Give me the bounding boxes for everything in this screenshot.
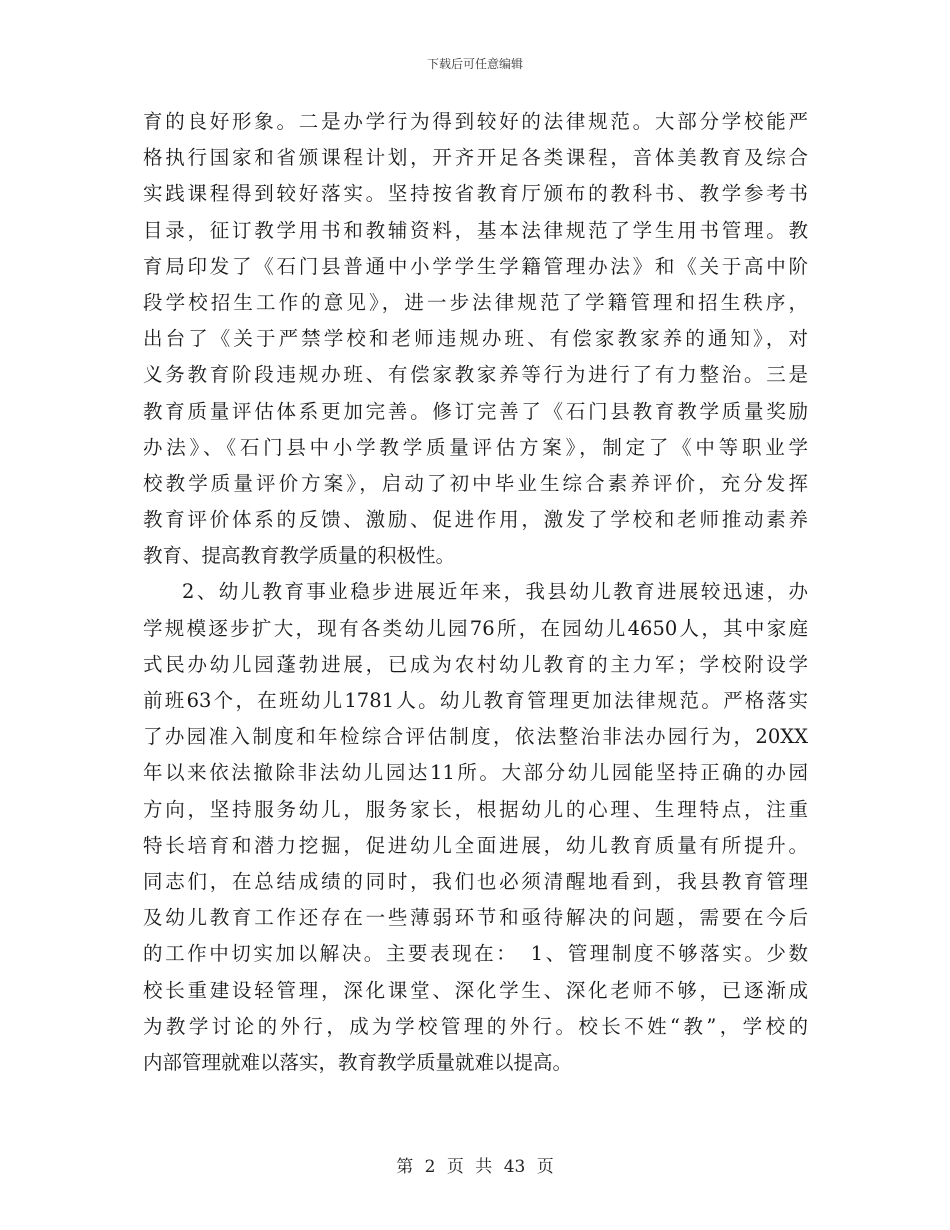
- text-line: 及幼儿教育工作还存在一些薄弱环节和亟待解决的问题，需要在今后: [143, 906, 808, 930]
- text-line: 育的良好形象。二是办学行为得到较好的法律规范。大部分学校能严: [143, 110, 808, 133]
- text-line: 格执行国家和省颁课程计划，开齐开足各类课程，音体美教育及综合: [143, 146, 808, 170]
- text-line: 前班63个，在班幼儿1781人。幼儿教育管理更加法律规范。严格落实: [143, 689, 808, 712]
- document-body: [143, 104, 808, 1081]
- text-line: 教育评价体系的反馈、激励、促进作用，激发了学校和老师推动素养: [143, 508, 808, 532]
- text-line: 义务教育阶段违规办班、有偿家教家养等行为进行了有力整治。三是: [143, 363, 808, 387]
- text-line: 式民办幼儿园蓬勃进展，已成为农村幼儿教育的主力军；学校附设学: [143, 652, 808, 676]
- text-line: 目录，征订教学用书和教辅资料，基本法律规范了学生用书管理。教: [143, 218, 808, 242]
- text-line: 段学校招生工作的意见》，进一步法律规范了学籍管理和招生秩序，: [143, 290, 808, 314]
- text-line: 方向，坚持服务幼儿，服务家长，根据幼儿的心理、生理特点，注重: [143, 797, 808, 821]
- text-line: 出台了《关于严禁学校和老师违规办班、有偿家教家养的通知》，对: [143, 327, 808, 351]
- text-line: 同志们，在总结成绩的同时，我们也必须清醒地看到，我县教育管理: [143, 869, 808, 893]
- text-line: 内部管理就难以落实，教育教学质量就难以提高。: [143, 1050, 573, 1074]
- text-line: 教育质量评估体系更加完善。修订完善了《石门县教育教学质量奖励: [143, 399, 808, 423]
- text-line: 校教学质量评价方案》，启动了初中毕业生综合素养评价，充分发挥: [143, 471, 808, 495]
- text-line: 了办园准入制度和年检综合评估制度，依法整治非法办园行为，20XX: [143, 725, 808, 749]
- text-line: 的工作中切实加以解决。主要表现在： 1、管理制度不够落实。少数: [143, 942, 808, 966]
- text-line: 教育、提高教育教学质量的积极性。: [143, 544, 456, 568]
- text-line: 校长重建设轻管理，深化课堂、深化学生、深化老师不够，已逐渐成: [143, 978, 808, 1002]
- page-header: 下载后可任意编辑: [426, 57, 523, 71]
- page-number-footer: 第 2 页 共 43 页: [396, 1157, 554, 1177]
- text-line: 办法》、《石门县中小学教学质量评估方案》，制定了《中等职业学: [143, 435, 808, 459]
- text-line: 2、幼儿教育事业稳步进展近年来，我县幼儿教育进展较迅速，办: [182, 580, 808, 604]
- text-line: 年以来依法撤除非法幼儿园达11所。大部分幼儿园能坚持正确的办园: [143, 761, 808, 785]
- text-line: 实践课程得到较好落实。坚持按省教育厅颁布的教科书、教学参考书: [143, 182, 808, 206]
- text-line: 育局印发了《石门县普通中小学学生学籍管理办法》和《关于高中阶: [143, 254, 808, 278]
- text-line: 为教学讨论的外行，成为学校管理的外行。校长不姓“教”，学校的: [143, 1014, 808, 1038]
- text-line: 特长培育和潜力挖掘，促进幼儿全面进展，幼儿教育质量有所提升。: [143, 833, 808, 857]
- text-line: 学规模逐步扩大，现有各类幼儿园76所，在园幼儿4650人，其中家庭: [143, 616, 808, 640]
